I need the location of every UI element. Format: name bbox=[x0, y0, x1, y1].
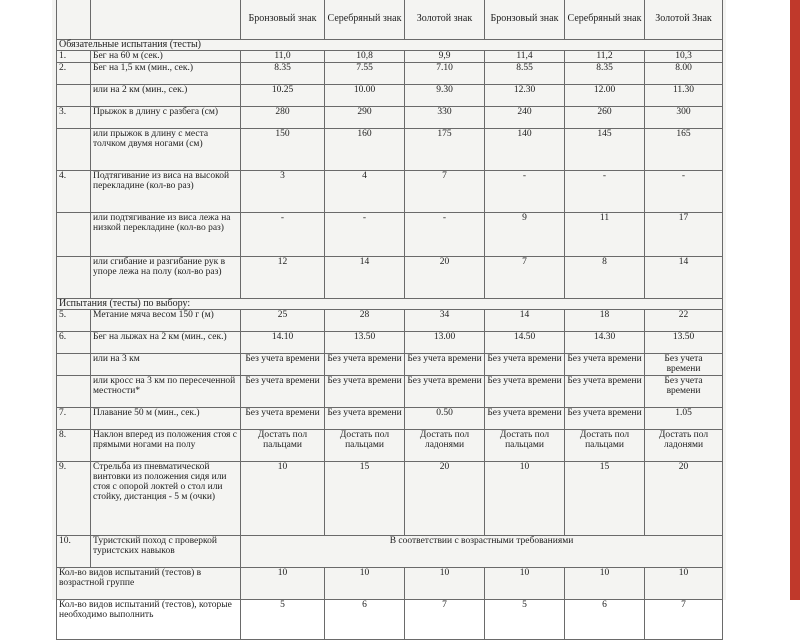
value-cell: 4 bbox=[325, 171, 405, 213]
table-row bbox=[57, 51, 723, 63]
section-row bbox=[57, 299, 723, 310]
section-row bbox=[57, 40, 723, 51]
row-label: Кол-во видов испытаний (тестов), которые необходимо выполнить bbox=[57, 600, 241, 640]
value-cell: Без учета времени bbox=[645, 354, 723, 376]
value-cell: Без учета времени bbox=[485, 408, 565, 430]
value-cell: 14 bbox=[645, 257, 723, 299]
header-cell bbox=[57, 0, 91, 40]
row-label: Бег на лыжах на 2 км (мин., сек.) bbox=[91, 332, 241, 354]
table-row bbox=[57, 462, 723, 536]
value-cell: 9 bbox=[485, 213, 565, 257]
value-cell: 12.00 bbox=[565, 85, 645, 107]
value-cell: 7 bbox=[405, 171, 485, 213]
value-cell: Без учета времени bbox=[241, 376, 325, 408]
row-label: или подтягивание из виса лежа на низкой перекладине (кол-во раз) bbox=[91, 213, 241, 257]
value-cell: 5 bbox=[485, 600, 565, 640]
row-number bbox=[57, 376, 91, 408]
header-cell: Бронзовый знак bbox=[485, 0, 565, 40]
value-cell: 15 bbox=[325, 462, 405, 536]
value-cell: 175 bbox=[405, 129, 485, 171]
row-number: 1. bbox=[57, 51, 91, 63]
value-cell: 10 bbox=[645, 568, 723, 600]
table-row bbox=[57, 408, 723, 430]
row-label: Метание мяча весом 150 г (м) bbox=[91, 310, 241, 332]
value-cell: Без учета времени bbox=[325, 354, 405, 376]
table-row bbox=[57, 107, 723, 129]
table-row bbox=[57, 213, 723, 257]
value-cell: 165 bbox=[645, 129, 723, 171]
value-cell: 3 bbox=[241, 171, 325, 213]
table-row bbox=[57, 171, 723, 213]
row-label: или на 2 км (мин., сек.) bbox=[91, 85, 241, 107]
value-cell: 13.50 bbox=[645, 332, 723, 354]
value-cell: Достать пол пальцами bbox=[325, 430, 405, 462]
value-cell: - bbox=[325, 213, 405, 257]
row-number: 5. bbox=[57, 310, 91, 332]
value-cell: 11,2 bbox=[565, 51, 645, 63]
value-cell: 28 bbox=[325, 310, 405, 332]
value-cell: 6 bbox=[325, 600, 405, 640]
row-label: или кросс на 3 км по пересеченной местности* bbox=[91, 376, 241, 408]
value-cell: Достать пол пальцами bbox=[241, 430, 325, 462]
value-cell: Достать пол ладонями bbox=[645, 430, 723, 462]
value-cell: 11 bbox=[565, 213, 645, 257]
value-cell: Без учета времени bbox=[405, 354, 485, 376]
value-cell: 300 bbox=[645, 107, 723, 129]
value-cell: 15 bbox=[565, 462, 645, 536]
value-cell: 10 bbox=[325, 568, 405, 600]
row-number bbox=[57, 85, 91, 107]
value-cell: 14.10 bbox=[241, 332, 325, 354]
row-label: Плавание 50 м (мин., сек.) bbox=[91, 408, 241, 430]
value-cell: 8.00 bbox=[645, 63, 723, 85]
value-cell: 7 bbox=[405, 600, 485, 640]
value-cell: 290 bbox=[325, 107, 405, 129]
value-cell: 10,3 bbox=[645, 51, 723, 63]
value-cell: 14.30 bbox=[565, 332, 645, 354]
row-number: 7. bbox=[57, 408, 91, 430]
row-number: 4. bbox=[57, 171, 91, 213]
value-cell: 20 bbox=[645, 462, 723, 536]
value-cell: 11,0 bbox=[241, 51, 325, 63]
value-cell: Без учета времени bbox=[241, 408, 325, 430]
value-cell: - bbox=[405, 213, 485, 257]
value-cell: 8.55 bbox=[485, 63, 565, 85]
value-cell: 10 bbox=[241, 462, 325, 536]
value-cell: Без учета времени bbox=[565, 354, 645, 376]
value-cell: Без учета времени bbox=[645, 376, 723, 408]
value-cell: 240 bbox=[485, 107, 565, 129]
header-row bbox=[57, 0, 723, 40]
value-cell: - bbox=[565, 171, 645, 213]
value-cell: 11,4 bbox=[485, 51, 565, 63]
value-cell: 10 bbox=[485, 568, 565, 600]
value-cell: 14 bbox=[485, 310, 565, 332]
value-cell: 12 bbox=[241, 257, 325, 299]
value-cell: 145 bbox=[565, 129, 645, 171]
value-cell: 140 bbox=[485, 129, 565, 171]
value-cell: 10 bbox=[565, 568, 645, 600]
value-cell: 10,8 bbox=[325, 51, 405, 63]
value-cell: 9,9 bbox=[405, 51, 485, 63]
table-row bbox=[57, 85, 723, 107]
header-cell: Золотой знак bbox=[405, 0, 485, 40]
row-number bbox=[57, 213, 91, 257]
value-cell: 8 bbox=[565, 257, 645, 299]
value-cell: 13.50 bbox=[325, 332, 405, 354]
value-cell: Без учета времени bbox=[241, 354, 325, 376]
table-row bbox=[57, 332, 723, 354]
header-cell: Золотой Знак bbox=[645, 0, 723, 40]
value-cell: 10 bbox=[405, 568, 485, 600]
header-cell bbox=[91, 0, 241, 40]
value-cell: 10 bbox=[485, 462, 565, 536]
row-number bbox=[57, 129, 91, 171]
value-cell: Без учета времени bbox=[565, 408, 645, 430]
value-cell: 7.55 bbox=[325, 63, 405, 85]
table-row bbox=[57, 257, 723, 299]
row-label: или прыжок в длину с места толчком двумя ногами (см) bbox=[91, 129, 241, 171]
row-label: или сгибание и разгибание рук в упоре лежа на полу (кол-во раз) bbox=[91, 257, 241, 299]
value-cell: Без учета времени bbox=[485, 376, 565, 408]
value-cell: 13.00 bbox=[405, 332, 485, 354]
row-label: Бег на 60 м (сек.) bbox=[91, 51, 241, 63]
row-label: Бег на 1,5 км (мин., сек.) bbox=[91, 63, 241, 85]
table-row bbox=[57, 129, 723, 171]
value-cell: 18 bbox=[565, 310, 645, 332]
row-label: Наклон вперед из положения стоя с прямыми ногами на полу bbox=[91, 430, 241, 462]
row-number bbox=[57, 257, 91, 299]
value-cell: Без учета времени bbox=[485, 354, 565, 376]
value-cell: Достать пол пальцами bbox=[565, 430, 645, 462]
table-row bbox=[57, 600, 723, 640]
value-cell: 7 bbox=[485, 257, 565, 299]
header-cell: Серебряный знак bbox=[565, 0, 645, 40]
row-label: или на 3 км bbox=[91, 354, 241, 376]
value-cell: Без учета времени bbox=[565, 376, 645, 408]
row-number: 10. bbox=[57, 536, 91, 568]
value-cell: Без учета времени bbox=[325, 408, 405, 430]
table-row bbox=[57, 63, 723, 85]
value-cell: - bbox=[485, 171, 565, 213]
value-cell: Достать пол пальцами bbox=[485, 430, 565, 462]
row-number: 8. bbox=[57, 430, 91, 462]
row-label: Прыжок в длину с разбега (см) bbox=[91, 107, 241, 129]
value-cell: 7 bbox=[645, 600, 723, 640]
merged-value-cell: В соответствии с возрастными требованиями bbox=[241, 536, 723, 568]
row-label: Туристский поход с проверкой туристских навыков bbox=[91, 536, 241, 568]
section-title: Испытания (тесты) по выбору: bbox=[57, 299, 723, 310]
value-cell: Без учета времени bbox=[325, 376, 405, 408]
row-number bbox=[57, 354, 91, 376]
row-number: 6. bbox=[57, 332, 91, 354]
row-number: 9. bbox=[57, 462, 91, 536]
row-number: 3. bbox=[57, 107, 91, 129]
value-cell: 1.05 bbox=[645, 408, 723, 430]
value-cell: - bbox=[645, 171, 723, 213]
slide-accent-bar bbox=[790, 0, 800, 600]
value-cell: 14.50 bbox=[485, 332, 565, 354]
value-cell: 10.25 bbox=[241, 85, 325, 107]
value-cell: 0.50 bbox=[405, 408, 485, 430]
value-cell: 12.30 bbox=[485, 85, 565, 107]
row-label: Подтягивание из виса на высокой перекладине (кол-во раз) bbox=[91, 171, 241, 213]
value-cell: 20 bbox=[405, 257, 485, 299]
section-title: Обязательные испытания (тесты) bbox=[57, 40, 723, 51]
header-cell: Серебряный знак bbox=[325, 0, 405, 40]
value-cell: 25 bbox=[241, 310, 325, 332]
value-cell: 5 bbox=[241, 600, 325, 640]
value-cell: 7.10 bbox=[405, 63, 485, 85]
value-cell: 6 bbox=[565, 600, 645, 640]
row-label: Кол-во видов испытаний (тестов) в возрастной группе bbox=[57, 568, 241, 600]
value-cell: 17 bbox=[645, 213, 723, 257]
value-cell: 8.35 bbox=[565, 63, 645, 85]
row-number: 2. bbox=[57, 63, 91, 85]
table-row bbox=[57, 376, 723, 408]
value-cell: 160 bbox=[325, 129, 405, 171]
table-row bbox=[57, 310, 723, 332]
value-cell: 20 bbox=[405, 462, 485, 536]
value-cell: 9.30 bbox=[405, 85, 485, 107]
value-cell: - bbox=[241, 213, 325, 257]
value-cell: 260 bbox=[565, 107, 645, 129]
scanned-document bbox=[52, 0, 726, 620]
table-row bbox=[57, 430, 723, 462]
value-cell: 11.30 bbox=[645, 85, 723, 107]
value-cell: Достать пол ладонями bbox=[405, 430, 485, 462]
table-row bbox=[57, 536, 723, 568]
value-cell: Без учета времени bbox=[405, 376, 485, 408]
value-cell: 14 bbox=[325, 257, 405, 299]
value-cell: 280 bbox=[241, 107, 325, 129]
row-label: Стрельба из пневматической винтовки из положения сидя или стоя с опорой локтей о стол или стойку, дистанция - 5 м (очки) bbox=[91, 462, 241, 536]
value-cell: 22 bbox=[645, 310, 723, 332]
value-cell: 150 bbox=[241, 129, 325, 171]
table-row bbox=[57, 568, 723, 600]
value-cell: 8.35 bbox=[241, 63, 325, 85]
value-cell: 10 bbox=[241, 568, 325, 600]
value-cell: 10.00 bbox=[325, 85, 405, 107]
header-cell: Бронзовый знак bbox=[241, 0, 325, 40]
value-cell: 34 bbox=[405, 310, 485, 332]
norms-table bbox=[56, 0, 723, 640]
table-row bbox=[57, 354, 723, 376]
value-cell: 330 bbox=[405, 107, 485, 129]
